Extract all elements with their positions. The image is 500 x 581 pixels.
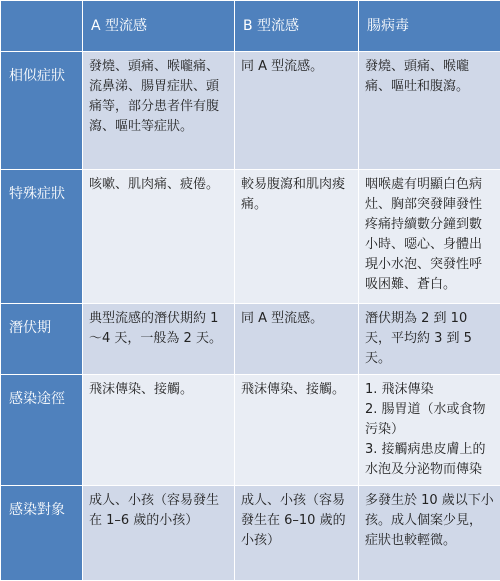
row-label: 特殊症狀 bbox=[1, 170, 83, 304]
cell-influenza-b: 同 A 型流感。 bbox=[235, 52, 359, 170]
row-label: 相似症狀 bbox=[1, 52, 83, 170]
list-item: 1. 飛沫傳染 bbox=[365, 380, 494, 400]
list-item: 3. 接觸病患皮膚上的水泡及分泌物而傳染 bbox=[365, 440, 494, 480]
cell-influenza-a: 發燒、頭痛、喉嚨痛、流鼻涕、腸胃症狀、頭痛等，部分患者伴有腹瀉、嘔吐等症狀。 bbox=[83, 52, 235, 170]
header-influenza-a: A 型流感 bbox=[83, 1, 235, 52]
cell-influenza-a: 典型流感的潛伏期約 1～4 天，一般為 2 天。 bbox=[83, 304, 235, 375]
cell-influenza-a: 成人、小孩（容易發生在 1–6 歲的小孩） bbox=[83, 486, 235, 581]
row-common-symptoms bbox=[1, 52, 500, 170]
row-transmission bbox=[1, 375, 500, 486]
row-incubation bbox=[1, 304, 500, 375]
cell-influenza-b: 同 A 型流感。 bbox=[235, 304, 359, 375]
header-enterovirus: 腸病毒 bbox=[359, 1, 500, 52]
cell-enterovirus bbox=[359, 375, 500, 486]
cell-enterovirus: 發燒、頭痛、喉嚨痛、嘔吐和腹瀉。 bbox=[359, 52, 500, 170]
row-label: 感染途徑 bbox=[1, 375, 83, 486]
header-row bbox=[1, 1, 500, 52]
cell-influenza-b: 飛沫傳染、接觸。 bbox=[235, 375, 359, 486]
cell-enterovirus: 多發生於 10 歲以下小孩。成人個案少見，症狀也較輕微。 bbox=[359, 486, 500, 581]
cell-influenza-a: 飛沫傳染、接觸。 bbox=[83, 375, 235, 486]
cell-influenza-b: 較易腹瀉和肌肉痠痛。 bbox=[235, 170, 359, 304]
header-influenza-b: B 型流感 bbox=[235, 1, 359, 52]
transmission-list bbox=[365, 380, 494, 480]
row-special-symptoms bbox=[1, 170, 500, 304]
row-susceptible-groups bbox=[1, 486, 500, 581]
header-corner bbox=[1, 1, 83, 52]
cell-influenza-a: 咳嗽、肌肉痛、疲倦。 bbox=[83, 170, 235, 304]
cell-enterovirus: 潛伏期為 2 到 10 天，平均約 3 到 5 天。 bbox=[359, 304, 500, 375]
cell-influenza-b: 成人、小孩（容易發生在 6–10 歲的小孩） bbox=[235, 486, 359, 581]
row-label: 感染對象 bbox=[1, 486, 83, 581]
cell-enterovirus: 咽喉處有明顯白色病灶、胸部突發陣發性疼痛持續數分鐘到數小時、噁心、身體出現小水泡、突發性呼吸困難、蒼白。 bbox=[359, 170, 500, 304]
list-item: 2. 腸胃道（水或食物污染） bbox=[365, 400, 494, 440]
row-label: 潛伏期 bbox=[1, 304, 83, 375]
